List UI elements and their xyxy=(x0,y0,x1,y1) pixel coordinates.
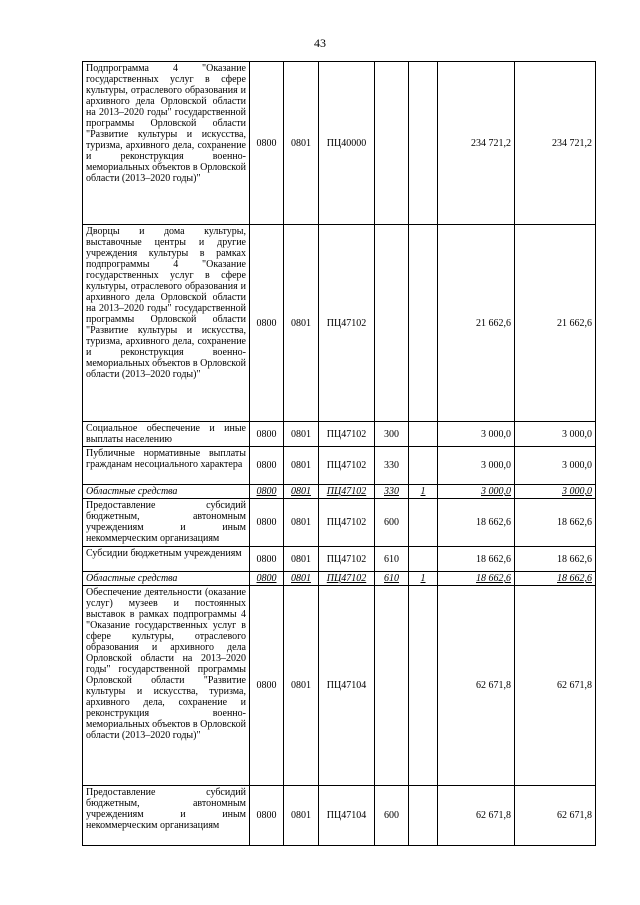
target-article-code: ПЦ47102 xyxy=(319,422,375,447)
table-row xyxy=(83,225,596,422)
funding-source-code xyxy=(409,499,438,547)
expense-type-code: 600 xyxy=(375,786,409,846)
amount-1: 62 671,8 xyxy=(438,586,515,786)
table-row xyxy=(83,499,596,547)
subsection-code: 0801 xyxy=(284,62,319,225)
subsection-code: 0801 xyxy=(284,422,319,447)
expense-type-code: 610 xyxy=(375,572,409,586)
row-description: Областные средства xyxy=(83,572,250,586)
row-description: Областные средства xyxy=(83,485,250,499)
table-row xyxy=(83,572,596,586)
section-code: 0800 xyxy=(250,586,284,786)
row-description: Субсидии бюджетным учреждениям xyxy=(83,547,250,572)
table-row xyxy=(83,586,596,786)
funding-source-code xyxy=(409,786,438,846)
row-description: Социальное обеспечение и иные выплаты населению xyxy=(83,422,250,447)
subsection-code: 0801 xyxy=(284,485,319,499)
expense-type-code: 300 xyxy=(375,422,409,447)
target-article-code: ПЦ47102 xyxy=(319,225,375,422)
amount-1: 3 000,0 xyxy=(438,422,515,447)
table-row xyxy=(83,547,596,572)
subsection-code: 0801 xyxy=(284,225,319,422)
funding-source-code: 1 xyxy=(409,572,438,586)
section-code: 0800 xyxy=(250,422,284,447)
target-article-code: ПЦ47102 xyxy=(319,572,375,586)
expense-type-code: 610 xyxy=(375,547,409,572)
amount-1: 18 662,6 xyxy=(438,572,515,586)
amount-2: 62 671,8 xyxy=(515,586,596,786)
row-description: Предоставление субсидий бюджетным, автономным учреждениям и иным некоммерческим организациям xyxy=(83,786,250,846)
expense-type-code xyxy=(375,586,409,786)
table-row xyxy=(83,786,596,846)
amount-1: 234 721,2 xyxy=(438,62,515,225)
section-code: 0800 xyxy=(250,499,284,547)
amount-2: 62 671,8 xyxy=(515,786,596,846)
table-row xyxy=(83,485,596,499)
amount-1: 18 662,6 xyxy=(438,547,515,572)
row-description: Публичные нормативные выплаты гражданам несоциального характера xyxy=(83,447,250,485)
table-row xyxy=(83,447,596,485)
expense-type-code: 600 xyxy=(375,499,409,547)
amount-1: 18 662,6 xyxy=(438,499,515,547)
amount-2: 18 662,6 xyxy=(515,499,596,547)
amount-2: 3 000,0 xyxy=(515,447,596,485)
funding-source-code xyxy=(409,586,438,786)
subsection-code: 0801 xyxy=(284,447,319,485)
target-article-code: ПЦ47102 xyxy=(319,499,375,547)
target-article-code: ПЦ47102 xyxy=(319,447,375,485)
funding-source-code xyxy=(409,422,438,447)
expense-type-code: 330 xyxy=(375,485,409,499)
section-code: 0800 xyxy=(250,786,284,846)
target-article-code: ПЦ40000 xyxy=(319,62,375,225)
expense-type-code xyxy=(375,62,409,225)
row-description: Предоставление субсидий бюджетным, автономным учреждениям и иным некоммерческим организациям xyxy=(83,499,250,547)
table-row xyxy=(83,62,596,225)
funding-source-code xyxy=(409,447,438,485)
amount-2: 3 000,0 xyxy=(515,422,596,447)
expense-type-code: 330 xyxy=(375,447,409,485)
subsection-code: 0801 xyxy=(284,499,319,547)
amount-2: 18 662,6 xyxy=(515,572,596,586)
subsection-code: 0801 xyxy=(284,786,319,846)
expense-type-code xyxy=(375,225,409,422)
subsection-code: 0801 xyxy=(284,572,319,586)
subsection-code: 0801 xyxy=(284,547,319,572)
row-description: Подпрограмма 4 "Оказание государственных услуг в сфере культуры, отраслевого образования и архивного дела Орловской области на 2013–2020 годы" государственной программы Орловской области "Развитие культуры и искусства, туризма, архивного дела, сохранение и реконструкция военно-мемориальных объектов в Орловской области (2013–2020 годы)" xyxy=(83,62,250,225)
amount-1: 62 671,8 xyxy=(438,786,515,846)
section-code: 0800 xyxy=(250,485,284,499)
section-code: 0800 xyxy=(250,572,284,586)
amount-1: 3 000,0 xyxy=(438,485,515,499)
target-article-code: ПЦ47102 xyxy=(319,547,375,572)
funding-source-code xyxy=(409,225,438,422)
amount-2: 234 721,2 xyxy=(515,62,596,225)
funding-source-code: 1 xyxy=(409,485,438,499)
section-code: 0800 xyxy=(250,225,284,422)
row-description: Дворцы и дома культуры, выставочные центры и другие учреждения культуры в рамках подпрограммы 4 "Оказание государственных услуг в сфере культуры, отраслевого образования и архивного дела Орловской области на 2013–2020 годы" государственной программы Орловской области "Развитие культуры и искусства, туризма, архивного дела, сохранение и реконструкция военно-мемориальных объектов в Орловской области (2013–2020 годы)" xyxy=(83,225,250,422)
funding-source-code xyxy=(409,62,438,225)
amount-2: 21 662,6 xyxy=(515,225,596,422)
section-code: 0800 xyxy=(250,62,284,225)
target-article-code: ПЦ47102 xyxy=(319,485,375,499)
amount-2: 18 662,6 xyxy=(515,547,596,572)
table-row xyxy=(83,422,596,447)
amount-1: 3 000,0 xyxy=(438,447,515,485)
funding-source-code xyxy=(409,547,438,572)
target-article-code: ПЦ47104 xyxy=(319,586,375,786)
section-code: 0800 xyxy=(250,547,284,572)
subsection-code: 0801 xyxy=(284,586,319,786)
page-number: 43 xyxy=(314,36,326,50)
amount-2: 3 000,0 xyxy=(515,485,596,499)
target-article-code: ПЦ47104 xyxy=(319,786,375,846)
section-code: 0800 xyxy=(250,447,284,485)
amount-1: 21 662,6 xyxy=(438,225,515,422)
budget-table xyxy=(82,61,596,846)
row-description: Обеспечение деятельности (оказание услуг) музеев и постоянных выставок в рамках подпрограммы 4 "Оказание государственных услуг в сфере культуры, отраслевого образования и архивного дела Орловской области на 2013–2020 годы" государственной программы Орловской области "Развитие культуры и искусства, туризма, архивного дела, сохранение и реконструкция военно-мемориальных объектов в Орловской области (2013–2020 годы)" xyxy=(83,586,250,786)
